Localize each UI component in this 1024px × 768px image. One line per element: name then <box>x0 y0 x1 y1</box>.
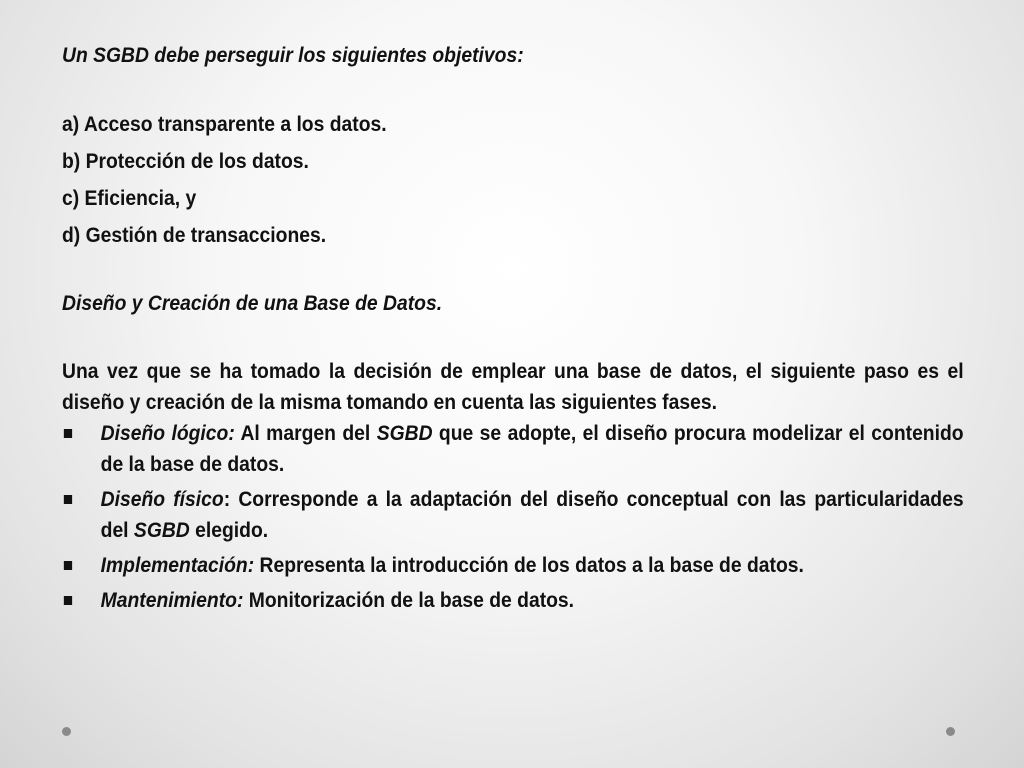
square-bullet-icon <box>64 561 72 570</box>
phase-text: elegido. <box>189 519 269 542</box>
phase-term: Diseño lógico: <box>100 422 235 445</box>
phase-item <box>62 418 964 480</box>
circle-dot-icon <box>62 727 71 736</box>
phase-item <box>62 484 964 546</box>
phase-item <box>62 550 964 581</box>
objective-item: d) Gestión de transacciones. <box>62 224 327 247</box>
spacer <box>62 252 964 288</box>
spacer <box>62 320 964 356</box>
phases-list <box>62 418 964 616</box>
phase-term: Diseño físico <box>100 488 224 511</box>
objective-item: b) Protección de los datos. <box>62 150 309 173</box>
phase-text: Al margen del <box>234 422 377 445</box>
phase-term: Mantenimiento: <box>100 589 244 612</box>
phase-text: Representa la introducción de los datos a la base de datos. <box>254 554 804 577</box>
intro-paragraph: Una vez que se ha tomado la decisión de emplear una base de datos, el siguiente paso es el diseño y creación de la misma tomando en cuenta las siguientes fases. <box>62 360 964 414</box>
square-bullet-icon <box>64 596 72 605</box>
square-bullet-icon <box>64 429 72 438</box>
circle-dot-icon <box>946 727 955 736</box>
objective-item: c) Eficiencia, y <box>62 187 197 210</box>
phase-text: que se adopte, el diseño procura modelizar el contenido de la base de datos. <box>100 422 964 476</box>
phase-text: Monitorización de la base de datos. <box>243 589 575 612</box>
phase-term: Implementación: <box>100 554 255 577</box>
objective-item: a) Acceso transparente a los datos. <box>62 113 387 136</box>
design-heading: Diseño y Creación de una Base de Datos. <box>62 292 443 315</box>
phase-emphasis: SGBD <box>133 519 190 542</box>
slide-content <box>62 40 964 620</box>
spacer <box>62 72 964 109</box>
objectives-list <box>62 109 964 252</box>
phase-item <box>62 585 964 616</box>
objectives-heading: Un SGBD debe perseguir los siguientes objetivos: <box>62 44 524 67</box>
phase-text: : Corresponde a la adaptación del diseño conceptual con las particularidades del <box>100 488 964 542</box>
square-bullet-icon <box>64 495 72 504</box>
phase-emphasis: SGBD <box>376 422 433 445</box>
